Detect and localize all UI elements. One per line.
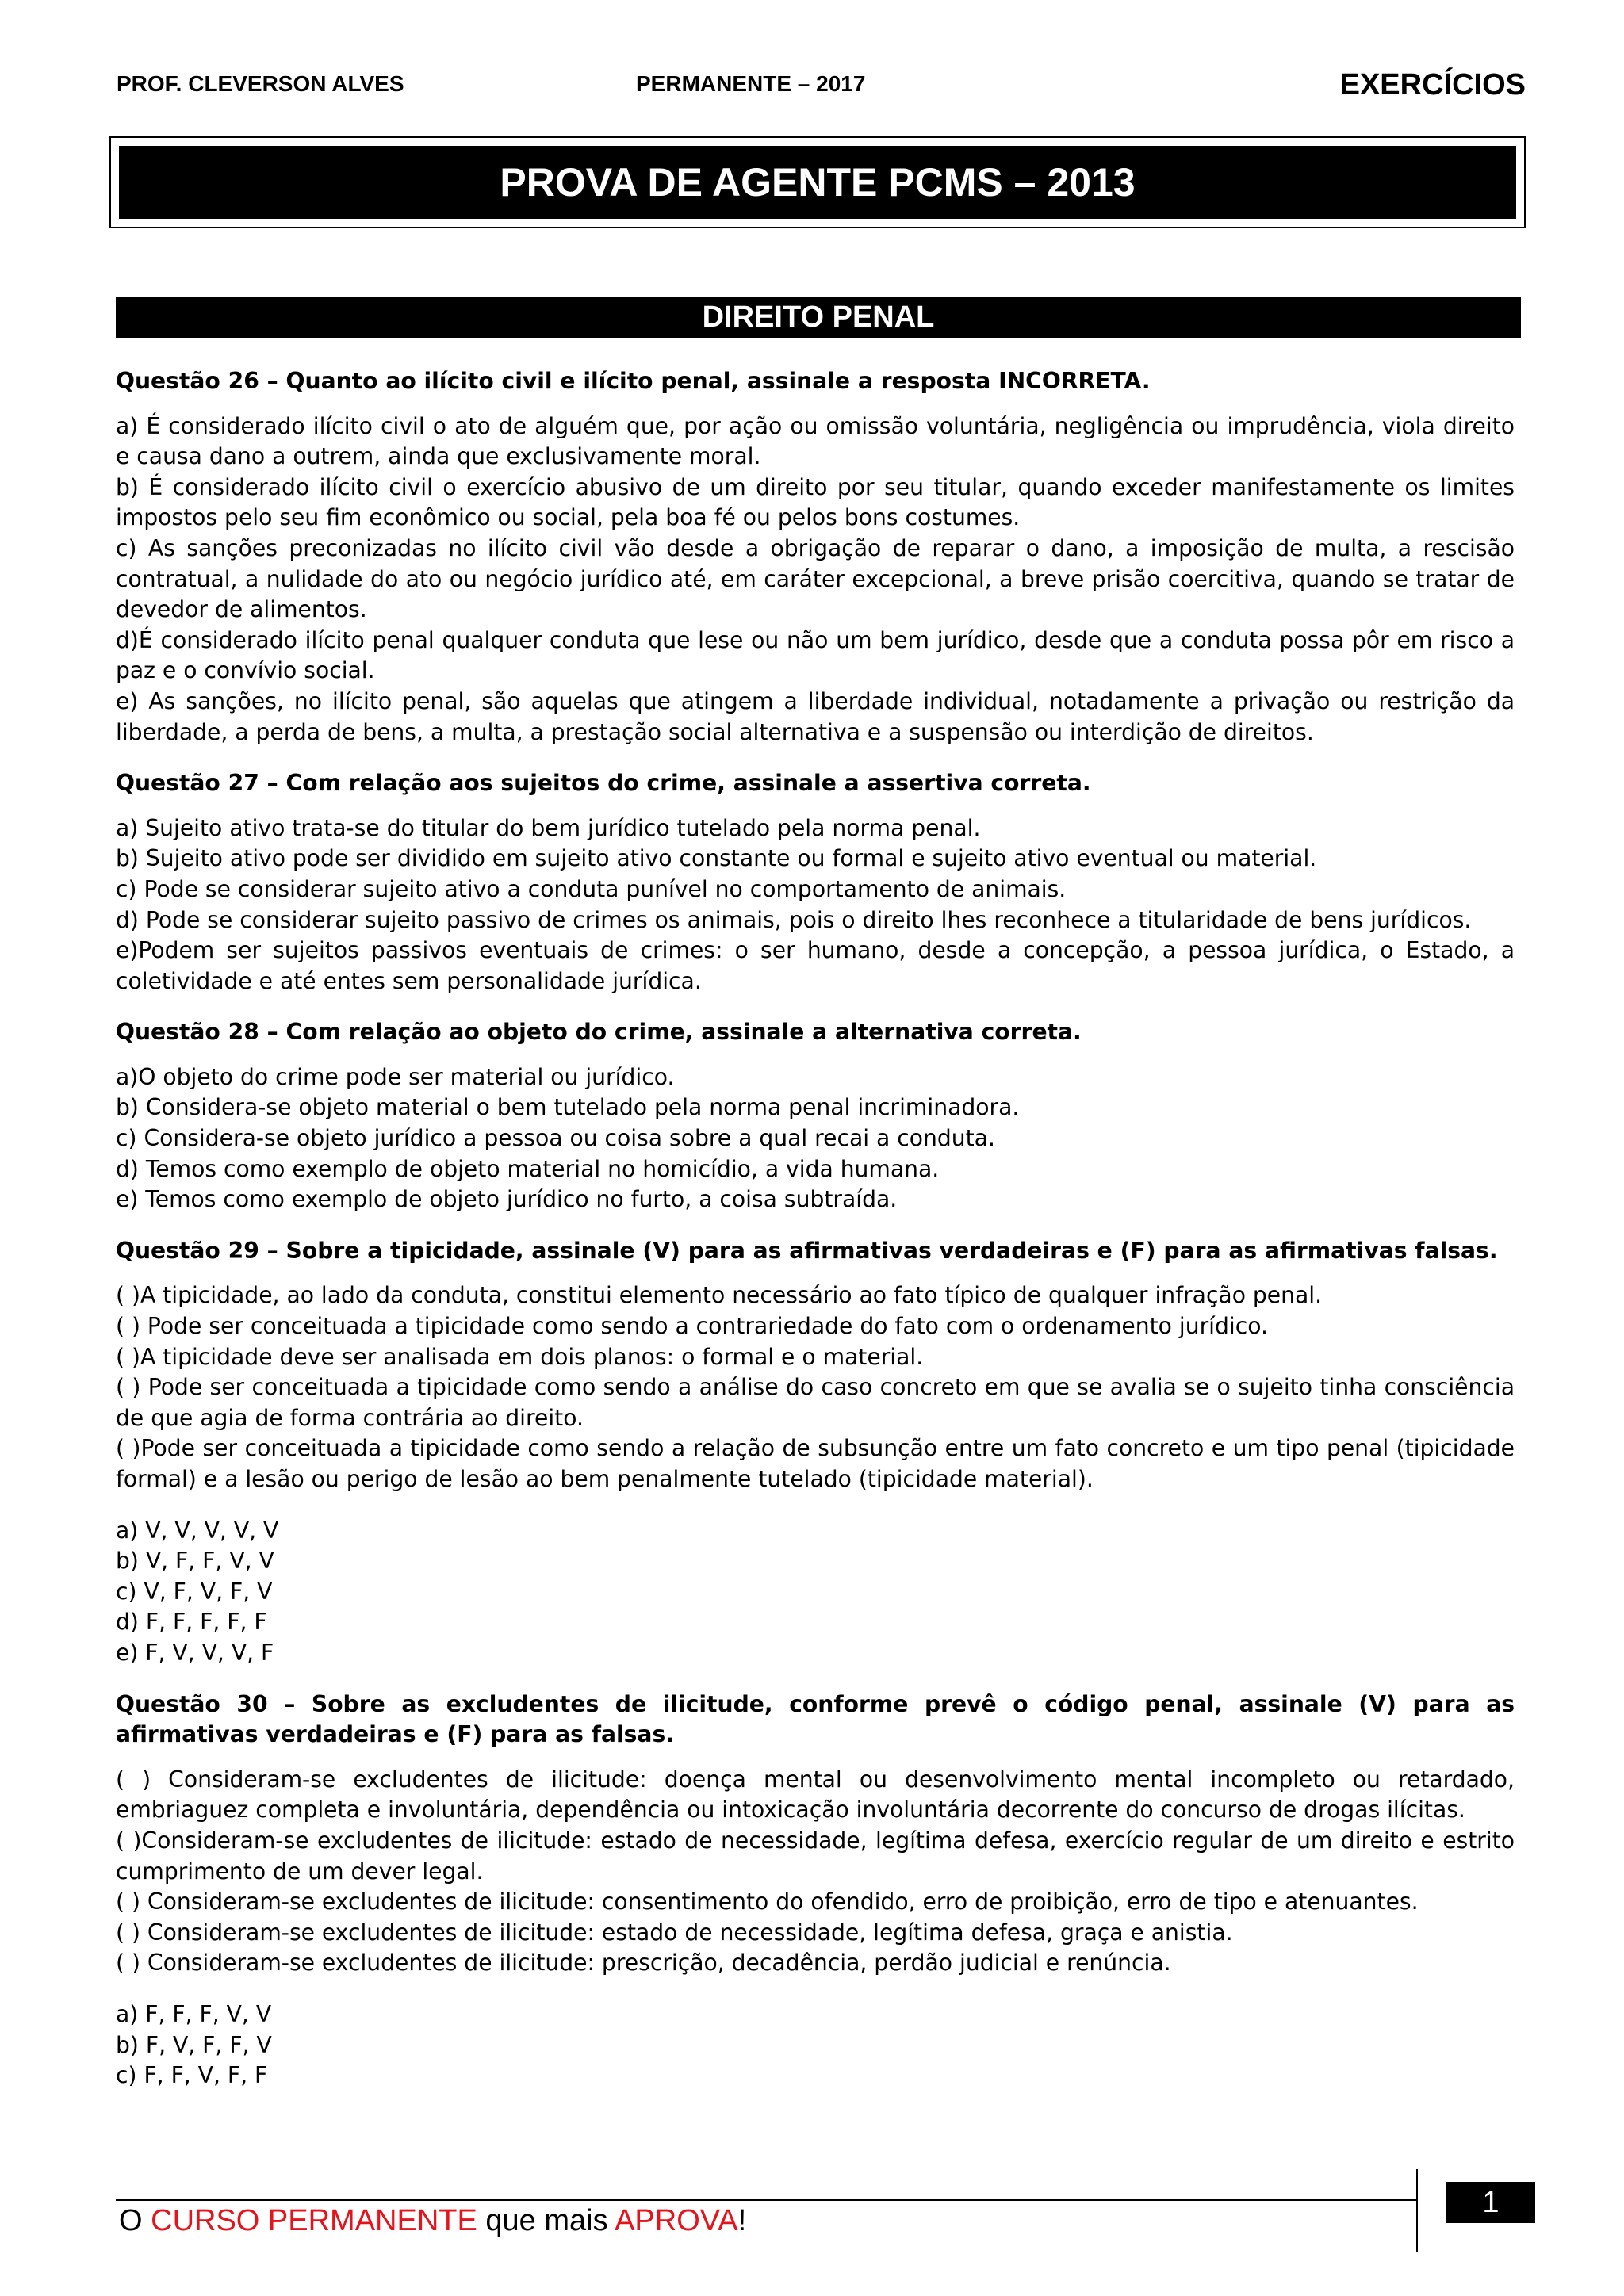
question-30 [116, 1689, 1515, 2091]
question-heading: Questão 27 – Com relação aos sujeitos do crime, assinale a assertiva correta. [116, 770, 1091, 797]
question-heading: Questão 29 – Sobre a tipicidade, assinale (V) para as afirmativas verdadeiras e (F) para as afirmativas falsas. [116, 1237, 1498, 1264]
statement: ( )A tipicidade deve ser analisada em dois planos: o formal e o material. [116, 1343, 924, 1370]
footer-divider [116, 2199, 1416, 2201]
footer-middle: que mais [477, 2204, 615, 2237]
subject-bar: DIREITO PENAL [116, 297, 1521, 338]
page-number: 1 [1446, 2182, 1535, 2223]
question-heading: Questão 26 – Quanto ao ilícito civil e ilícito penal, assinale a resposta INCORRETA. [116, 368, 1151, 394]
statement: ( ) Pode ser conceituada a tipicidade como sendo a análise do caso concreto em que se avalia se o sujeito tinha consciência de que agia de forma contrária ao direito. [116, 1374, 1515, 1431]
questions-content [116, 366, 1515, 2112]
option: d)É considerado ilícito penal qualquer conduta que lese ou não um bem jurídico, desde que a conduta possa pôr em risco a paz e o convívio social. [116, 626, 1515, 684]
option: e) Temos como exemplo de objeto jurídico no furto, a coisa subtraída. [116, 1186, 898, 1213]
question-26 [116, 366, 1515, 748]
footer-highlight-course: CURSO PERMANENTE [151, 2204, 477, 2237]
page-title: PROVA DE AGENTE PCMS – 2013 [119, 146, 1516, 219]
option: a) V, V, V, V, V [116, 1517, 279, 1544]
option: b) Considera-se objeto material o bem tutelado pela norma penal incriminadora. [116, 1094, 1020, 1121]
question-heading: Questão 28 – Com relação ao objeto do crime, assinale a alternativa correta. [116, 1019, 1082, 1046]
option: b) É considerado ilícito civil o exercício abusivo de um direito por seu titular, quando exceder manifestamente os limites impostos pelo seu fim econômico ou social, pela boa fé ou pelos bons costumes. [116, 473, 1515, 531]
option: a) Sujeito ativo trata-se do titular do bem jurídico tutelado pela norma penal. [116, 814, 981, 841]
option: e)Podem ser sujeitos passivos eventuais de crimes: o ser humano, desde a concepção, a pessoa jurídica, o Estado, a coletividade e até entes sem personalidade jurídica. [116, 937, 1515, 994]
statement: ( ) Consideram-se excludentes de ilicitude: prescrição, decadência, perdão judicial e renúncia. [116, 1950, 1171, 1976]
statement: ( ) Consideram-se excludentes de ilicitude: estado de necessidade, legítima defesa, graça e anistia. [116, 1919, 1233, 1946]
statement: ( ) Pode ser conceituada a tipicidade como sendo a contrariedade do fato com o ordenamento jurídico. [116, 1313, 1268, 1340]
header-course: PERMANENTE – 2017 [636, 71, 866, 96]
option: b) V, F, F, V, V [116, 1548, 274, 1575]
option: a) É considerado ilícito civil o ato de alguém que, por ação ou omissão voluntária, negligência ou imprudência, viola direito e causa dano a outrem, ainda que exclusivamente moral. [116, 412, 1515, 470]
option: a) F, F, F, V, V [116, 2000, 272, 2027]
statement: ( ) Consideram-se excludentes de ilicitude: doença mental ou desenvolvimento mental incompleto ou retardado, embriaguez completa e involuntária, dependência ou intoxicação involuntária decorrente do concurso de drogas ilícitas. [116, 1766, 1515, 1823]
header-teacher: PROF. CLEVERSON ALVES [117, 71, 404, 96]
statement: ( ) Consideram-se excludentes de ilicitude: consentimento do ofendido, erro de proibição, erro de tipo e atenuantes. [116, 1888, 1419, 1915]
option: c) V, F, V, F, V [116, 1578, 273, 1605]
footer-highlight-aprova: APROVA [615, 2204, 738, 2237]
statement: ( )Consideram-se excludentes de ilicitude: estado de necessidade, legítima defesa, exercício regular de um direito e estrito cumprimento de um dever legal. [116, 1827, 1515, 1885]
option: c) Pode se considerar sujeito ativo a conduta punível no comportamento de animais. [116, 875, 1067, 902]
option: e) As sanções, no ilícito penal, são aquelas que atingem a liberdade individual, notadamente a privação ou restrição da liberdade, a perda de bens, a multa, a prestação social alternativa e a suspensão ou interdição de direitos. [116, 687, 1515, 745]
option: a)O objeto do crime pode ser material ou jurídico. [116, 1063, 675, 1090]
question-28 [116, 1017, 1515, 1215]
footer-vertical-divider [1416, 2169, 1418, 2252]
title-frame [109, 136, 1526, 228]
option: b) Sujeito ativo pode ser dividido em sujeito ativo constante ou formal e sujeito ativo eventual ou material. [116, 845, 1317, 872]
option: c) F, F, V, F, F [116, 2062, 268, 2089]
question-27 [116, 768, 1515, 997]
question-29 [116, 1236, 1515, 1669]
option: c) As sanções preconizadas no ilícito civil vão desde a obrigação de reparar o dano, a imposição de multa, a rescisão contratual, a nulidade do ato ou negócio jurídico até, em caráter excepcional, a breve prisão coercitiva, quando se tratar de devedor de alimentos. [116, 534, 1515, 623]
option: c) Considera-se objeto jurídico a pessoa ou coisa sobre a qual recai a conduta. [116, 1125, 995, 1152]
option: e) F, V, V, V, F [116, 1639, 274, 1666]
statement: ( )A tipicidade, ao lado da conduta, constitui elemento necessário ao fato típico de qualquer infração penal. [116, 1282, 1323, 1309]
spacer [116, 1979, 1515, 1999]
question-heading: Questão 30 – Sobre as excludentes de ilicitude, conforme prevê o código penal, assinale (V) para as afirmativas verdadeiras e (F) para as falsas. [116, 1690, 1515, 1748]
footer-prefix: O [119, 2204, 151, 2237]
statement: ( )Pode ser conceituada a tipicidade como sendo a relação de subsunção entre um fato concreto e um tipo penal (tipicidade formal) e a lesão ou perigo de lesão ao bem penalmente tutelado (tipicidade material). [116, 1435, 1515, 1492]
option: d) Temos como exemplo de objeto material no homicídio, a vida humana. [116, 1155, 940, 1182]
option: b) F, V, F, F, V [116, 2031, 272, 2058]
header-section: EXERCÍCIOS [1339, 68, 1526, 101]
footer-slogan [119, 2204, 746, 2238]
option: d) F, F, F, F, F [116, 1609, 267, 1636]
footer-suffix: ! [737, 2204, 747, 2237]
option: d) Pode se considerar sujeito passivo de crimes os animais, pois o direito lhes reconhece a titularidade de bens jurídicos. [116, 906, 1472, 933]
spacer [116, 1495, 1515, 1516]
